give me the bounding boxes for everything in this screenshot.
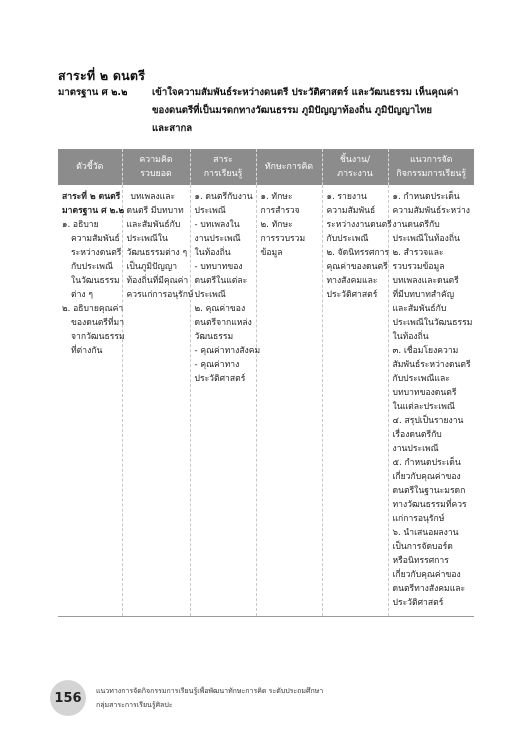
footer-text xyxy=(96,684,323,712)
work-task-cell: ๑. รายงาน ความสัมพันธ์ ระหว่างงานดนตรี กับประเพณี ๒. จัดนิทรรศการ คุณค่าของดนตรี ทางสังคมและ ประวัติศาสตร์ xyxy=(322,185,388,617)
section-heading: สาระที่ ๒ ดนตรี xyxy=(58,68,146,83)
standard-text xyxy=(152,84,476,138)
header-content: สาระ การเรียนรู้ xyxy=(190,149,256,185)
standard-line: ของดนตรีที่เป็นมรดกทางวัฒนธรรม ภูมิปัญญาท้องถิ่น ภูมิปัญญาไทย xyxy=(152,105,432,116)
standard-line: เข้าใจความสัมพันธ์ระหว่างดนตรี ประวัติศาสตร์ และวัฒนธรรม เห็นคุณค่า xyxy=(152,87,459,98)
standard-code: มาตรฐาน ศ ๒.๒ xyxy=(58,87,128,98)
table-header-row xyxy=(58,149,474,185)
activity-guide-cell: ๑. กำหนดประเด็น ความสัมพันธ์ระหว่าง งานดนตรีกับ ประเพณีในท้องถิ่น ๒. สำรวจและ รวบรวมข้อมูล บทเพลงและดนตรี ที่มีบทบาทสำคัญ และสัมพันธ์กับ ประเพณีในวัฒนธรรม ในท้องถิ่น ๓. เชื่อมโยงความ สัมพันธ์ระหว่างดนตรี กับประเพณีและ บทบาทของดนตรี ในแต่ละประเพณี ๔. สรุปเป็นรายงาน เรื่องดนตรีกับ งานประเพณี ๕. กำหนดประเด็น เกี่ยวกับคุณค่าของ ดนตรีในฐานะมรดก ทางวัฒนธรรมที่ควร แก่การอนุรักษ์ ๖. นำเสนอผลงาน เป็นการจัดบอร์ด หรือนิทรรศการ เกี่ยวกับคุณค่าของ ดนตรีทางสังคมและ ประวัติศาสตร์ xyxy=(388,185,474,617)
learning-activity-table xyxy=(58,149,474,617)
header-indicator: ตัวชี้วัด xyxy=(58,149,122,185)
table-row xyxy=(58,185,474,617)
page-number: 156 xyxy=(50,680,86,716)
footer-line: กลุ่มสาระการเรียนรู้ศิลปะ xyxy=(96,701,173,709)
header-thinking-skills: ทักษะการคิด xyxy=(256,149,322,185)
content-cell: ๑. ดนตรีกับงาน ประเพณี - บทเพลงใน งานประเพณี ในท้องถิ่น - บทบาทของ ดนตรีในแต่ละ ประเพณี ๒. คุณค่าของ ดนตรีจากแหล่ง วัฒนธรรม - คุณค่าทางสังคม - คุณค่าทาง ประวัติศาสตร์ xyxy=(190,185,256,617)
standard-line: และสากล xyxy=(152,123,193,134)
indicator-cell: สาระที่ ๒ ดนตรี มาตรฐาน ศ ๒.๒ ๑. อธิบาย ความสัมพันธ์ ระหว่างดนตรี กับประเพณี ในวัฒนธรรม ต่าง ๆ ๒. อธิบายคุณค่า ของดนตรีที่มา จากวัฒนธรรม ที่ต่างกัน xyxy=(58,185,122,617)
thinking-skills-cell: ๑. ทักษะ การสำรวจ ๒. ทักษะ การรวบรวม ข้อมูล xyxy=(256,185,322,617)
header-work-task: ชิ้นงาน/ ภาระงาน xyxy=(322,149,388,185)
header-activity-guide: แนวการจัด กิจกรรมการเรียนรู้ xyxy=(388,149,474,185)
concept-cell: บทเพลงและ ดนตรี มีบทบาท และสัมพันธ์กับ ประเพณีใน วัฒนธรรมต่าง ๆ เป็นภูมิปัญญา ท้องถิ่นที่มีคุณค่า ควรแก่การอนุรักษ์ xyxy=(122,185,190,617)
footer-line: แนวทางการจัดกิจกรรมการเรียนรู้เพื่อพัฒนาทักษะการคิด ระดับประถมศึกษา xyxy=(96,687,324,695)
header-concept: ความคิด รวบยอด xyxy=(122,149,190,185)
standard-block xyxy=(58,84,478,138)
